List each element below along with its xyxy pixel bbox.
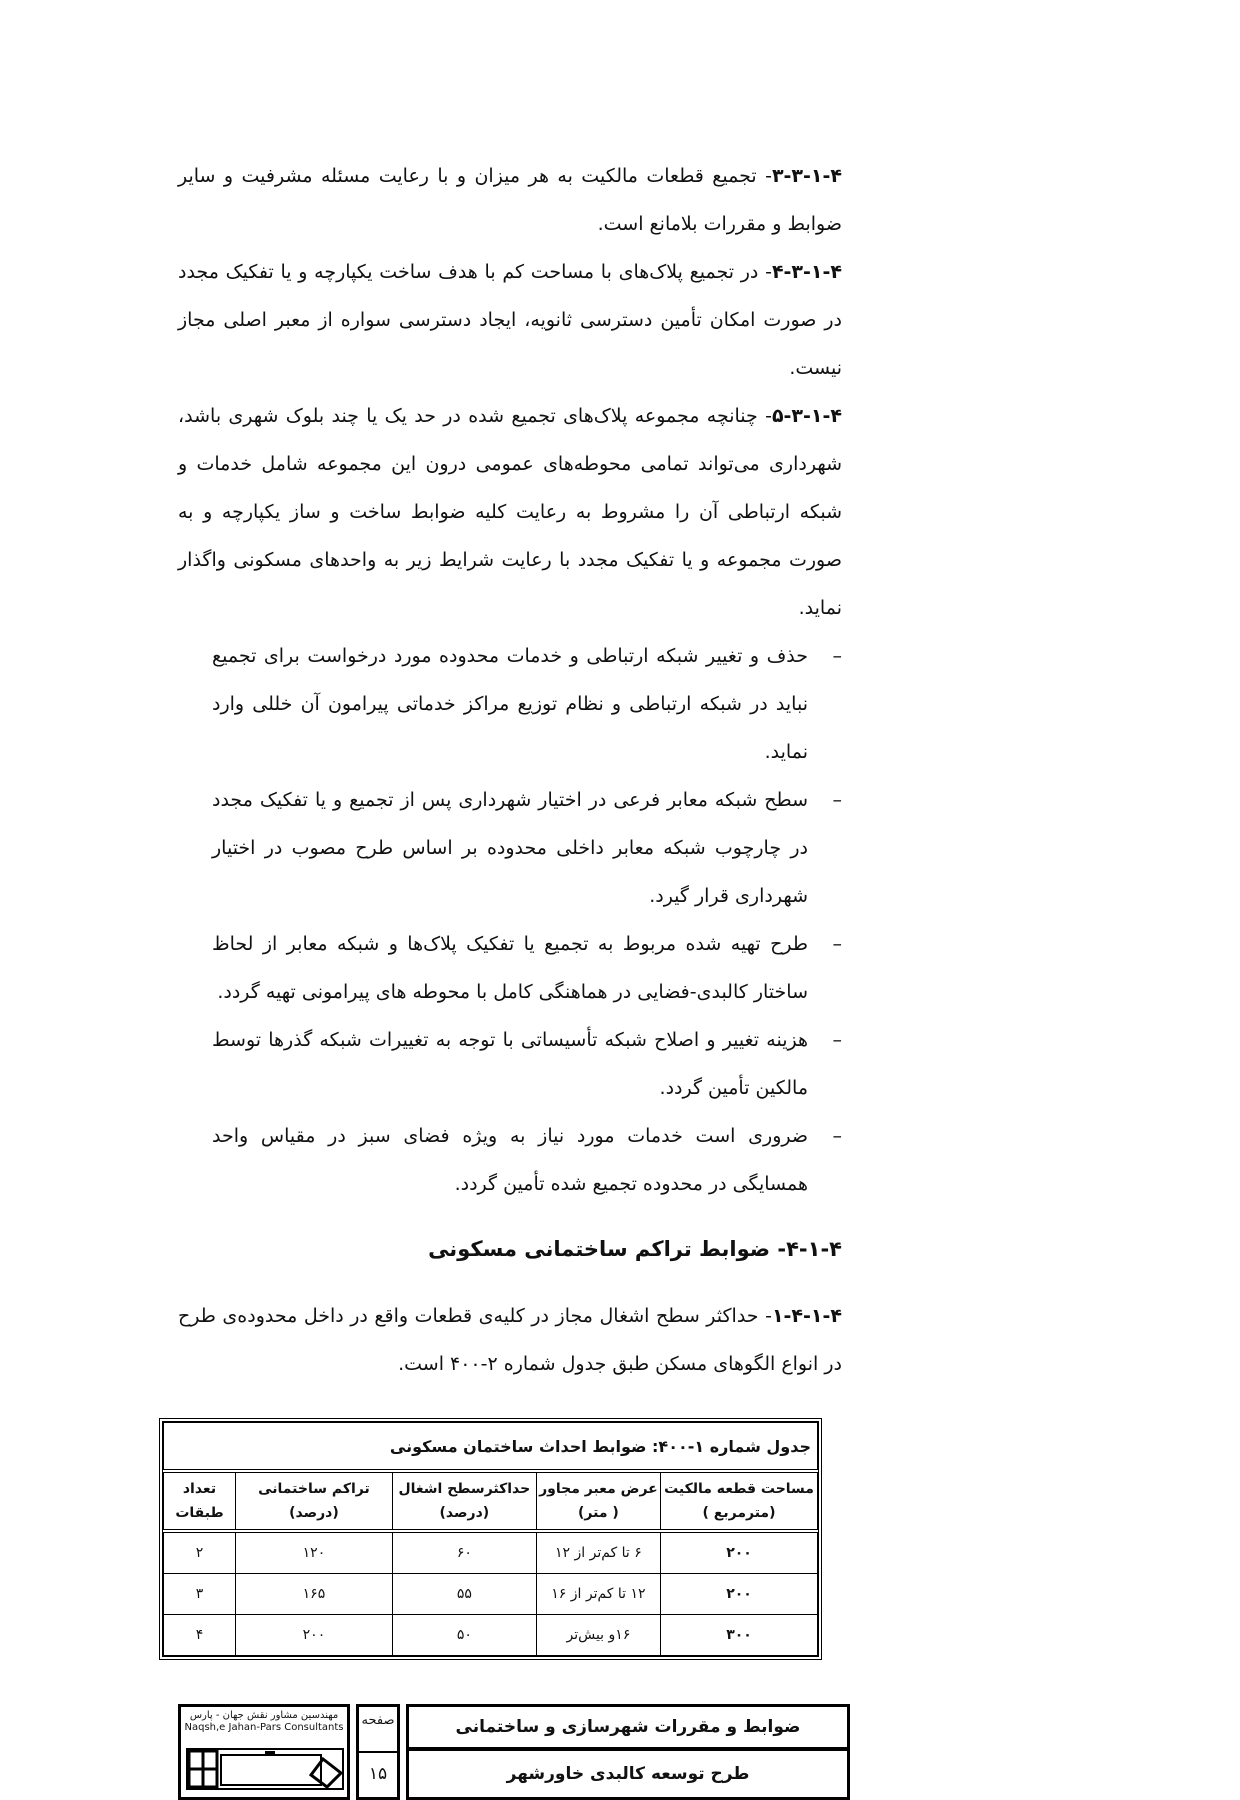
header-floors: تعداد bbox=[182, 1481, 217, 1497]
clause-number: ۴-۱-۳-۴ bbox=[771, 261, 842, 283]
page-label: صفحه bbox=[361, 1713, 395, 1728]
clause-number: ۴-۱-۳-۵ bbox=[771, 405, 842, 427]
paragraph-4-1-3-5: ۴-۱-۳-۵- چنانچه مجموعه پلاک‌های تجمیع شده در حد یک یا چند بلوک شهری باشد، شهرداری می‌تواند تمامی محوطه‌های عمومی درون این مجموعه شامل خدمات و شبکه ارتباطی آن را مشروط به رعایت کلیه ضوابط ساخت و ساز یکپارچه و به صورت مجموعه و یا تفکیک مجدد با رعایت شرایط زیر به واحدهای مسکونی واگذار نماید. bbox=[178, 405, 842, 619]
bullet-item: – سطح شبکه معابر فرعی در اختیار شهرداری پس از تجمیع و یا تفکیک مجدد در چارچوب شبکه معابر داخلی محدوده بر اساس طرح مصوب در اختیار شهرداری قرار گیرد. bbox=[212, 776, 842, 920]
page-footer bbox=[178, 1704, 850, 1800]
header-max-coverage: حداکثرسطح اشغال bbox=[398, 1481, 531, 1497]
section-heading: ۴-۱-۴- ضوابط تراکم ساختمانی مسکونی bbox=[428, 1237, 842, 1261]
page-content bbox=[175, 152, 842, 1800]
paragraph-4-1-3-4: ۴-۱-۳-۴- در تجمیع پلاک‌های با مساحت کم با هدف ساخت یکپارچه و یا تفکیک مجدد در صورت امکان تأمین دسترسی ثانویه، ایجاد دسترسی سواره از معبر اصلی مجاز نیست. bbox=[178, 261, 842, 379]
residential-construction-table bbox=[159, 1418, 822, 1660]
footer-title-regulations: ضوابط و مقررات شهرسازی و ساختمانی bbox=[406, 1704, 850, 1750]
dash-bullet-icon: – bbox=[832, 645, 842, 667]
bullet-item: – حذف و تغییر شبکه ارتباطی و خدمات محدوده مورد درخواست برای تجمیع نباید در شبکه ارتباطی و نظام توزیع مراکز خدماتی پیرامون آن خللی وارد نماید. bbox=[212, 632, 842, 776]
paragraph-4-1-3-3: ۴-۱-۳-۳- تجمیع قطعات مالکیت به هر میزان و با رعایت مسئله مشرفیت و سایر ضوابط و مقررات بلامانع است. bbox=[178, 165, 842, 235]
table-row: ۲۰۰ ۱۲ تا کم‌تر از ۱۶ ۵۵ ۱۶۵ ۳ bbox=[164, 1574, 818, 1615]
firm-box bbox=[178, 1704, 350, 1800]
table-caption: جدول شماره ۱-۴۰۰: ضوابط احداث ساختمان مسکونی bbox=[164, 1423, 818, 1472]
dash-bullet-icon: – bbox=[832, 1125, 842, 1147]
firm-name-fa: مهندسین مشاور نقش جهان - پارس bbox=[189, 1710, 339, 1721]
footer-title-project: طرح توسعه کالبدی خاورشهر bbox=[406, 1748, 850, 1800]
firm-name-en: Naqsh,e Jahan-Pars Consultants bbox=[184, 1722, 344, 1733]
table-row: ۳۰۰ ۱۶و بیش‌تر ۵۰ ۲۰۰ ۴ bbox=[164, 1615, 818, 1656]
page-number: ۱۵ bbox=[368, 1764, 388, 1784]
bullet-item: – ضروری است خدمات مورد نیاز به ویژه فضای سبز در مقیاس واحد همسایگی در محدوده تجمیع شده تأمین گردد. bbox=[212, 1112, 842, 1208]
dash-bullet-icon: – bbox=[832, 1029, 842, 1051]
header-plot-area: مساحت قطعه مالکیت bbox=[664, 1481, 814, 1497]
dash-bullet-icon: – bbox=[832, 933, 842, 955]
bullet-item: – هزینه تغییر و اصلاح شبکه تأسیساتی با توجه به تغییرات شبکه گذرها توسط مالکین تأمین گردد. bbox=[212, 1016, 842, 1112]
page-number-box bbox=[356, 1704, 400, 1800]
clause-number: ۴-۱-۴-۱ bbox=[771, 1305, 842, 1327]
table-row: ۲۰۰ ۶ تا کم‌تر از ۱۲ ۶۰ ۱۲۰ ۲ bbox=[164, 1531, 818, 1574]
firm-logo-icon bbox=[185, 1745, 345, 1793]
header-density: تراکم ساختمانی bbox=[258, 1481, 370, 1497]
table-header-row: مساحت قطعه مالکیت (مترمربع ) عرض معبر مجاور ( متر) حداکثرسطح اشغال (درصد) تراکم ساختمانی (درصد) تعداد طبقات bbox=[164, 1471, 818, 1531]
paragraph-4-1-4-1: ۴-۱-۴-۱- حداکثر سطح اشغال مجاز در کلیه‌ی قطعات واقع در داخل محدوده‌ی طرح در انواع الگوهای مسکن طبق جدول شماره ۲-۴۰۰ است. bbox=[178, 1305, 842, 1375]
header-street-width: عرض معبر مجاور bbox=[539, 1481, 658, 1497]
clause-number: ۴-۱-۳-۳ bbox=[771, 165, 842, 187]
bullet-item: – طرح تهیه شده مربوط به تجمیع یا تفکیک پلاک‌ها و شبکه معابر از لحاظ ساختار کالبدی-فضایی در هماهنگی کامل با محوطه های پیرامونی تهیه گردد. bbox=[212, 920, 842, 1016]
dash-bullet-icon: – bbox=[832, 789, 842, 811]
